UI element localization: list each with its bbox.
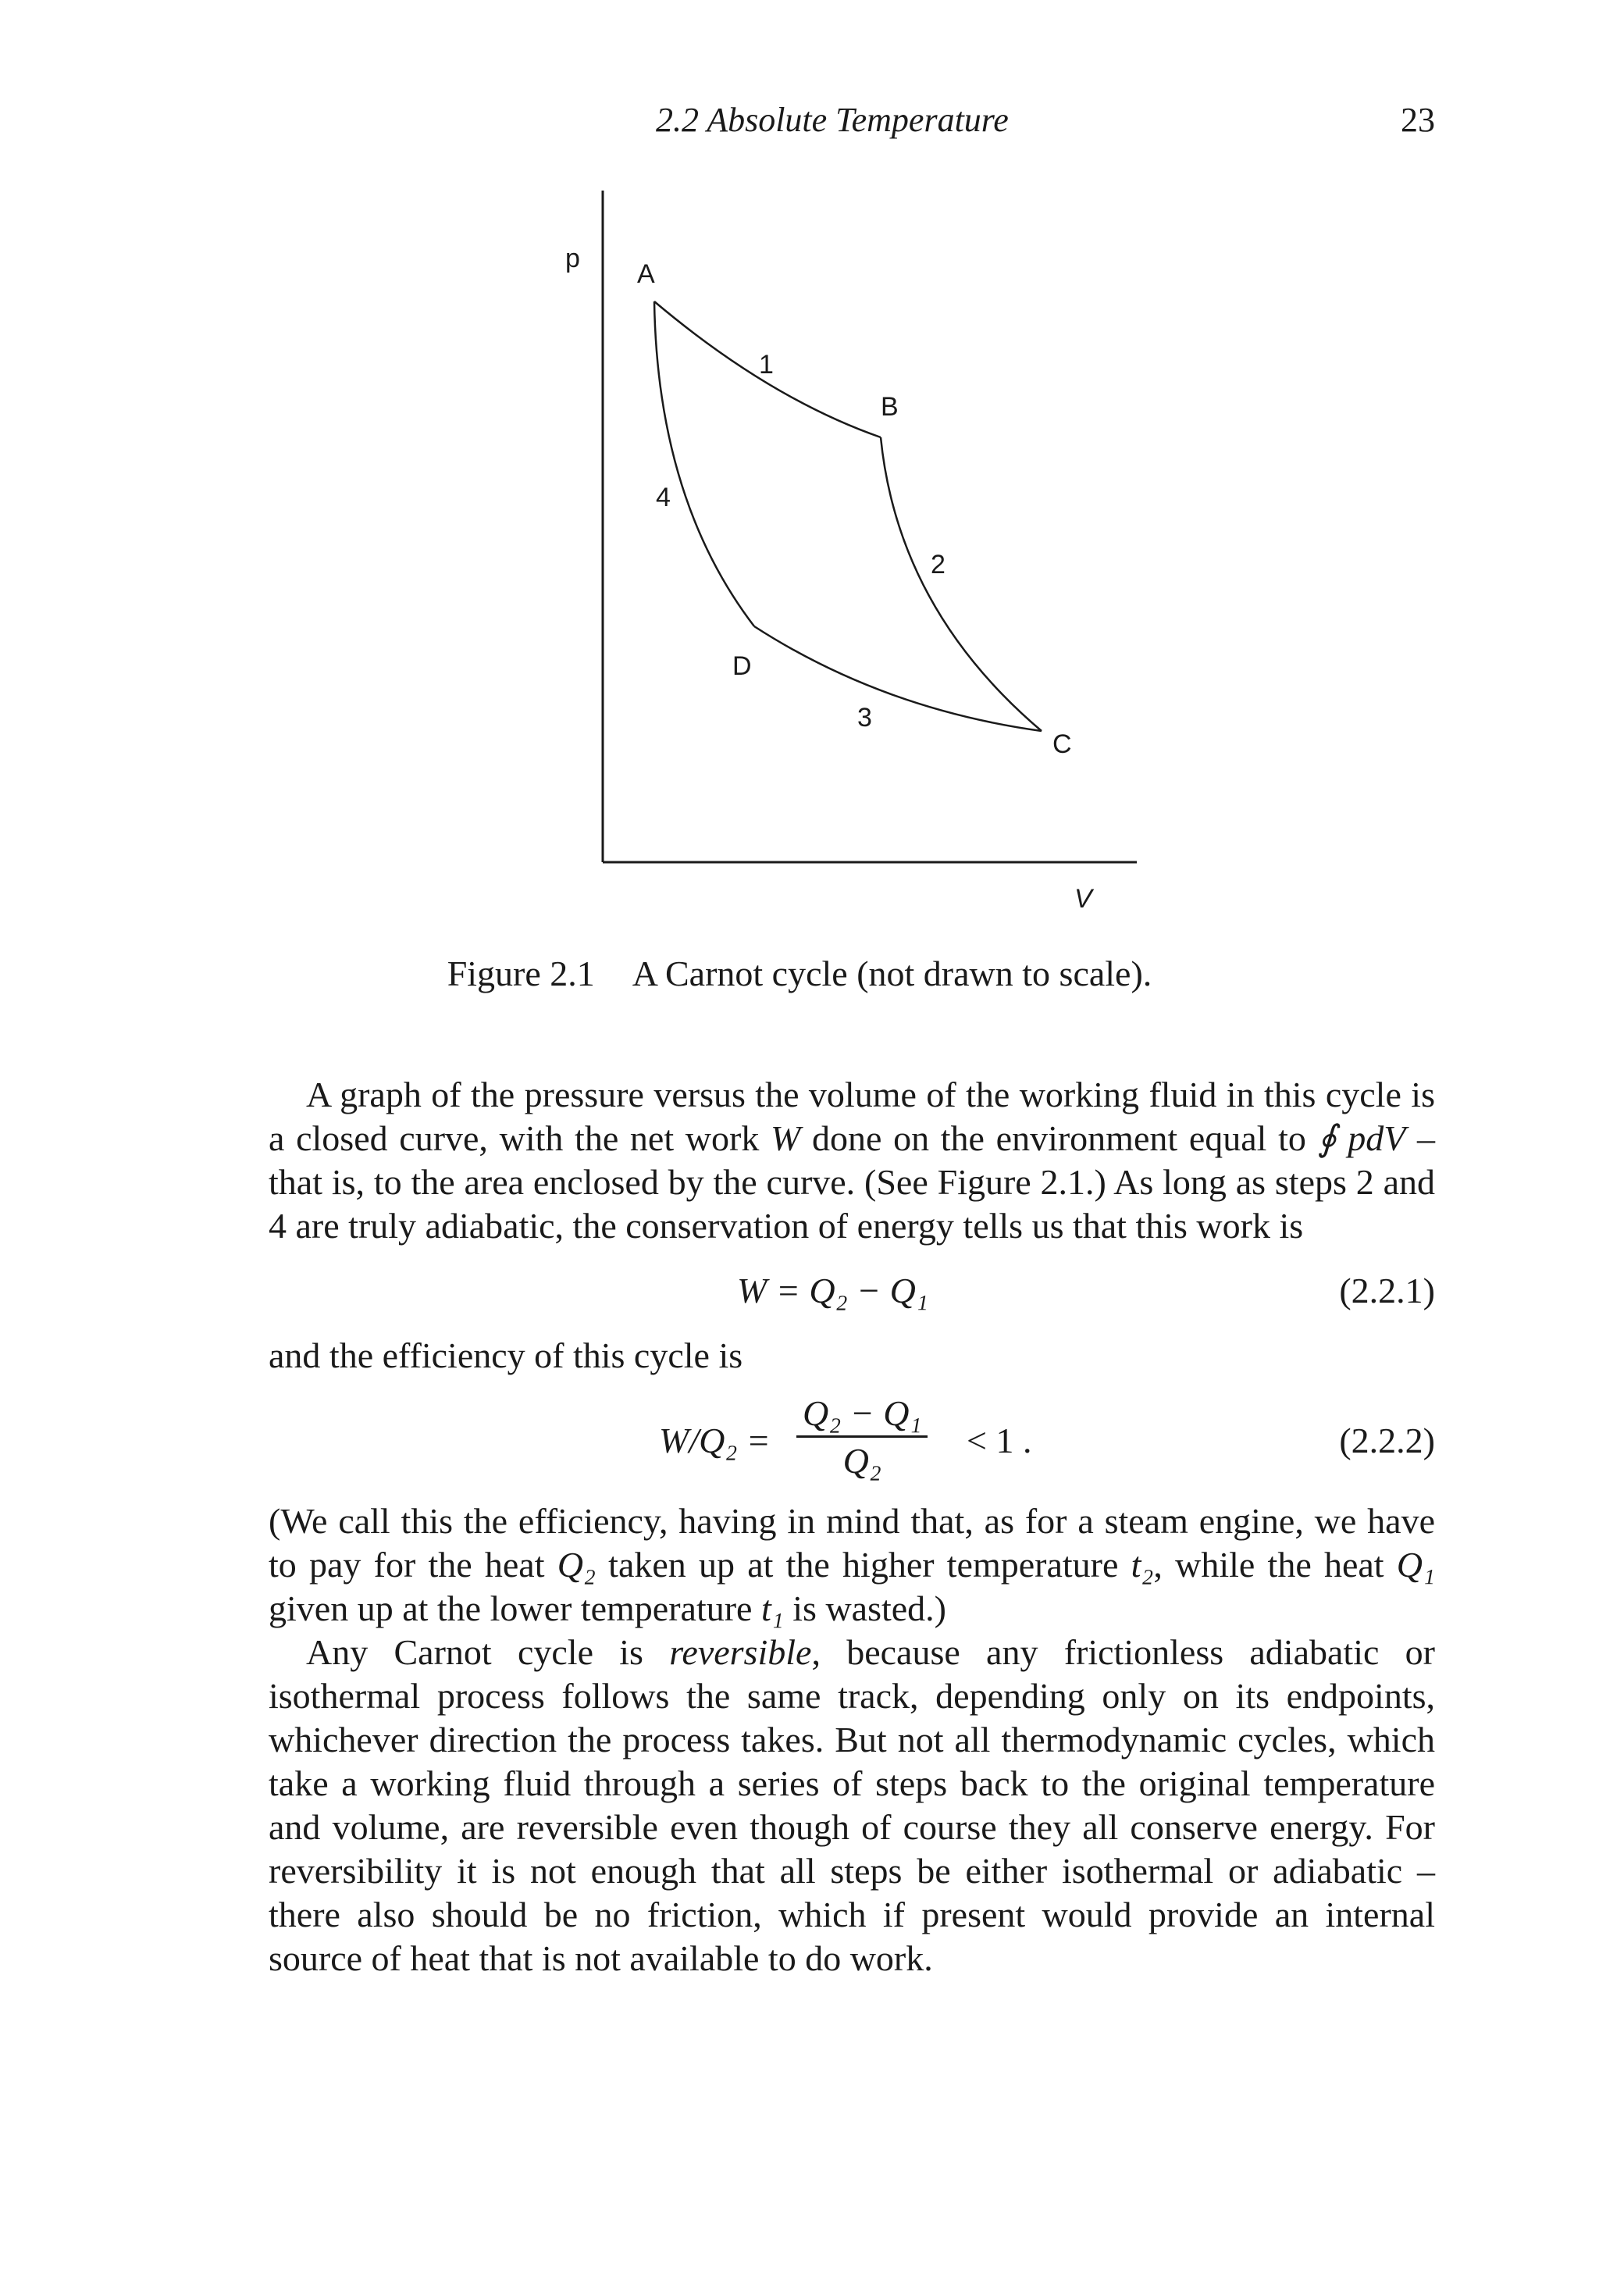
step-3-isotherm-curve bbox=[754, 626, 1042, 731]
equation-number: (2.2.2) bbox=[1339, 1421, 1435, 1460]
equation-rhs: < 1 . bbox=[967, 1421, 1032, 1460]
step-2-adiabat-curve bbox=[881, 437, 1042, 731]
figure-reference-link[interactable]: Figure 2.1 bbox=[937, 1162, 1086, 1202]
paragraph-3: (We call this the efficiency, having in mind that, as for a steam engine, we have to pay for the heat Q₂ taken up at the higher temperature t₂, while the heat Q₁ given up at the lower temperature t₁ is wasted.) bbox=[269, 1501, 1436, 1628]
point-c-label: C bbox=[1052, 729, 1072, 759]
paragraph-1: A graph of the pressure versus the volume of the working fluid in this cycle is a closed curve, with the net work W done on the environment equal to ∮ pdV – that is, to the area enclosed by the curve. (See Figure 2.1.) As long as steps 2 and 4 are truly adiabatic, the conservation of energy tells us that this work is bbox=[269, 1075, 1435, 1246]
point-d-label: D bbox=[732, 651, 752, 681]
figure-caption-text: A Carnot cycle (not drawn to scale). bbox=[632, 954, 1152, 993]
section-title: 2.2 Absolute Temperature bbox=[656, 101, 1009, 139]
point-b-label: B bbox=[881, 392, 899, 422]
fraction-denominator: Q₂ bbox=[842, 1441, 881, 1481]
fraction-numerator: Q₂ − Q₁ bbox=[796, 1392, 928, 1438]
step-3-label: 3 bbox=[857, 703, 872, 733]
figure-caption bbox=[0, 953, 1599, 994]
axis-y-label: p bbox=[565, 244, 580, 273]
equation-body: W = Q₂ − Q₁ bbox=[737, 1271, 928, 1310]
carnot-cycle-figure bbox=[0, 180, 1599, 929]
point-a-label: A bbox=[637, 259, 655, 289]
equation-lhs: W/Q₂ = bbox=[659, 1421, 771, 1460]
equation-2-2-2 bbox=[269, 1392, 1435, 1493]
equation-2-2-1 bbox=[269, 1270, 1435, 1317]
step-1-label: 1 bbox=[759, 350, 774, 380]
step-4-adiabat-curve bbox=[654, 301, 754, 626]
step-2-label: 2 bbox=[931, 550, 946, 579]
equation-number: (2.2.1) bbox=[1339, 1271, 1435, 1310]
running-head bbox=[0, 100, 1599, 147]
equation-fraction bbox=[796, 1392, 928, 1485]
contour-integral: ∮ pdV bbox=[1317, 1118, 1406, 1158]
step-4-label: 4 bbox=[656, 483, 671, 512]
page-number: 23 bbox=[1401, 101, 1435, 139]
paragraph-2-block bbox=[269, 1334, 1435, 1378]
paragraph-1-block bbox=[269, 1073, 1435, 1248]
paragraph-2: and the efficiency of this cycle is bbox=[269, 1335, 743, 1375]
paragraph-4: Any Carnot cycle is reversible, because any frictionless adiabatic or isothermal process follows the same track, depending only on its endpoints, whichever direction the process takes. But not all thermodynamic cycles, which take a working fluid through a series of steps back to the original temperature and volume, are reversible even though of course they all conserve energy. For reversibility it is not enough that all steps be either isothermal or adiabatic – there also should be no friction, which if present would provide an internal source of heat that is not available to do work. bbox=[269, 1632, 1435, 1978]
paragraph-3-block bbox=[269, 1499, 1435, 1980]
figure-number: Figure 2.1 bbox=[447, 954, 595, 993]
axis-x-label: V bbox=[1074, 884, 1092, 914]
